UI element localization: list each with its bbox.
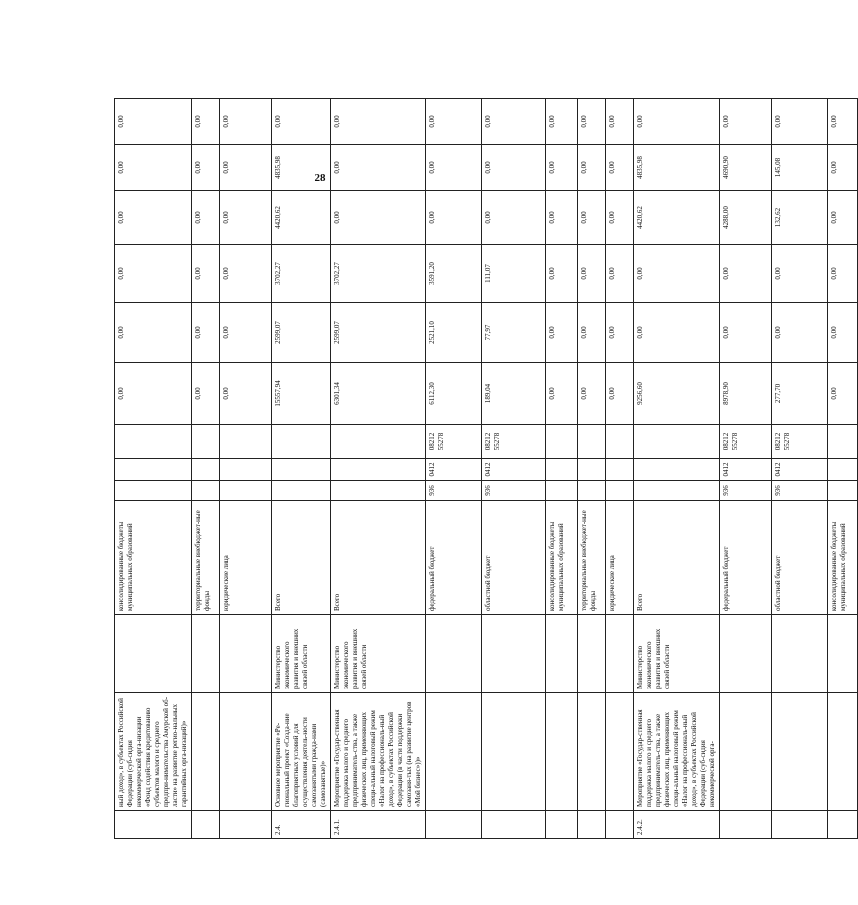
table-cell — [482, 693, 546, 811]
table-cell: 0,00 — [220, 99, 272, 145]
table-cell: 77,97 — [482, 303, 546, 363]
table-cell: Всего — [272, 501, 331, 615]
table-cell: 08212 55278 — [772, 425, 828, 459]
table-row — [546, 99, 578, 839]
table-cell: 0,00 — [720, 245, 772, 303]
table-cell: 0,00 — [220, 303, 272, 363]
table-cell: 0,00 — [192, 303, 220, 363]
table-cell — [720, 615, 772, 693]
table-cell: 0,00 — [331, 191, 426, 245]
table-cell: 0,00 — [634, 303, 720, 363]
table-cell — [828, 615, 858, 693]
table-cell: 0,00 — [426, 191, 482, 245]
table-cell — [720, 811, 772, 839]
table-cell: 08212 55278 — [482, 425, 546, 459]
table-row — [578, 99, 606, 839]
table-cell — [482, 811, 546, 839]
table-cell: 4835,98 — [634, 145, 720, 191]
table-cell: 0,00 — [772, 99, 828, 145]
table-cell: 2599,07 — [272, 303, 331, 363]
table-cell: 936 — [720, 481, 772, 501]
table-cell: 0,00 — [192, 245, 220, 303]
table-cell — [828, 459, 858, 481]
table-cell: 4420,62 — [634, 191, 720, 245]
table-cell: 8978,90 — [720, 363, 772, 425]
table-cell: 0,00 — [546, 363, 578, 425]
table-cell: Всего — [331, 501, 426, 615]
table-cell: Мероприятие «Государ-ственная поддержка малого и среднего предприниматель-ства, а также физических лиц, применяющих специ-альный налоговый режим «Налог на профессиональ-ный доход», в субъектах Российской Федерации (в части поддержки самозаня-тых (на развитие центров «Мой бизнес»))» — [331, 693, 426, 811]
table-cell: 0,00 — [272, 99, 331, 145]
table-cell: областной бюджет — [482, 501, 546, 615]
table-cell: 0,00 — [482, 145, 546, 191]
table-cell: 2.4.1. — [331, 811, 426, 839]
rotated-table-container — [114, 99, 847, 839]
table-cell — [192, 459, 220, 481]
table-cell — [192, 693, 220, 811]
table-cell: 0,00 — [115, 303, 192, 363]
table-cell: 936 — [482, 481, 546, 501]
table-cell: 0,00 — [634, 245, 720, 303]
table-cell — [634, 425, 720, 459]
page-number: 28 — [314, 172, 326, 184]
table-cell — [115, 459, 192, 481]
table-cell: 0,00 — [828, 245, 858, 303]
table-cell: Всего — [634, 501, 720, 615]
table-cell: 0,00 — [828, 191, 858, 245]
table-cell: 0,00 — [578, 245, 606, 303]
table-cell: консолидированные бюджеты муниципальных образований — [546, 501, 578, 615]
table-cell: территориальные внебюджет-ные фонды — [578, 501, 606, 615]
table-cell: ный доход», в субъектах Российской Федерации (суб-сидия некоммерческой орга-низации «Фонд содействия кредитованию субъектов малого и среднего предпри-нимательства Амурской об-ласти» на развитие регио-нальных гарантийных орга-низаций)» — [115, 693, 192, 811]
table-cell — [828, 811, 858, 839]
table-cell — [578, 425, 606, 459]
table-cell — [546, 481, 578, 501]
table-cell: 0,00 — [772, 303, 828, 363]
table-cell: 4420,62 — [272, 191, 331, 245]
table-cell: 0,00 — [546, 145, 578, 191]
table-cell: 15557,94 — [272, 363, 331, 425]
table-cell: 0,00 — [192, 145, 220, 191]
table-cell: 0,00 — [546, 191, 578, 245]
table-cell: 0,00 — [331, 99, 426, 145]
table-cell: 0,00 — [720, 303, 772, 363]
table-cell: областной бюджет — [772, 501, 828, 615]
table-cell: 4835,98 — [272, 145, 331, 191]
table-cell: 4288,00 — [720, 191, 772, 245]
table-cell — [606, 693, 634, 811]
table-cell — [578, 481, 606, 501]
table-cell — [331, 425, 426, 459]
table-cell — [482, 615, 546, 693]
table-cell: 0,00 — [220, 191, 272, 245]
table-cell: 936 — [772, 481, 828, 501]
table-row — [426, 99, 482, 839]
table-cell: 6301,34 — [331, 363, 426, 425]
table-cell: территориальные внебюджет-ные фонды — [192, 501, 220, 615]
table-row — [772, 99, 828, 839]
table-cell — [578, 811, 606, 839]
table-cell — [772, 615, 828, 693]
table-row — [720, 99, 772, 839]
table-cell — [606, 425, 634, 459]
table-row — [220, 99, 272, 839]
table-cell — [578, 615, 606, 693]
table-cell: 132,62 — [772, 191, 828, 245]
table-cell — [546, 693, 578, 811]
table-cell — [192, 615, 220, 693]
table-cell: 0,00 — [192, 191, 220, 245]
table-cell: 0,00 — [606, 245, 634, 303]
table-cell: 0,00 — [220, 245, 272, 303]
table-row — [828, 99, 858, 839]
table-cell — [220, 811, 272, 839]
table-cell: 0,00 — [606, 145, 634, 191]
table-cell — [634, 481, 720, 501]
table-cell: 0,00 — [578, 303, 606, 363]
table-cell: 0,00 — [720, 99, 772, 145]
table-cell — [606, 811, 634, 839]
table-cell: 145,08 — [772, 145, 828, 191]
table-row — [331, 99, 426, 839]
table-cell — [634, 459, 720, 481]
table-cell — [606, 459, 634, 481]
table-cell: 0412 — [426, 459, 482, 481]
table-cell — [426, 693, 482, 811]
table-cell — [272, 481, 331, 501]
table-cell: 0,00 — [546, 245, 578, 303]
table-row — [634, 99, 720, 839]
table-cell: 0,00 — [192, 99, 220, 145]
table-cell — [720, 693, 772, 811]
table-cell: 08212 55278 — [426, 425, 482, 459]
table-cell — [426, 615, 482, 693]
table-cell: 0,00 — [426, 99, 482, 145]
table-cell — [606, 481, 634, 501]
table-cell: Министерство экономического развития и внешних связей области — [634, 615, 720, 693]
table-cell: 2.4. — [272, 811, 331, 839]
table-cell: 0,00 — [426, 145, 482, 191]
table-cell — [772, 693, 828, 811]
table-cell: 2599,07 — [331, 303, 426, 363]
table-cell: 0,00 — [606, 363, 634, 425]
table-cell: 0,00 — [192, 363, 220, 425]
table-cell: 0,00 — [115, 145, 192, 191]
table-cell: Министерство экономического развития и внешних связей области — [331, 615, 426, 693]
table-cell: 0,00 — [578, 363, 606, 425]
table-cell — [426, 811, 482, 839]
budget-table — [114, 98, 858, 839]
table-cell — [331, 459, 426, 481]
table-cell: 111,07 — [482, 245, 546, 303]
table-cell — [220, 459, 272, 481]
table-cell: 936 — [426, 481, 482, 501]
table-cell: федеральный бюджет — [720, 501, 772, 615]
table-cell: юридические лица — [606, 501, 634, 615]
table-cell: 0,00 — [220, 145, 272, 191]
table-cell — [192, 481, 220, 501]
table-cell: 0412 — [720, 459, 772, 481]
table-cell: 6112,30 — [426, 363, 482, 425]
table-cell: консолидированные бюджеты муниципальных образований — [828, 501, 858, 615]
table-cell: 2.4.2. — [634, 811, 720, 839]
table-cell: 0,00 — [115, 245, 192, 303]
table-cell: федеральный бюджет — [426, 501, 482, 615]
table-cell: 0,00 — [606, 303, 634, 363]
table-cell: 3702,27 — [331, 245, 426, 303]
table-cell: 08212 55278 — [720, 425, 772, 459]
table-cell — [546, 425, 578, 459]
table-row — [192, 99, 220, 839]
table-cell: 0,00 — [482, 191, 546, 245]
table-cell — [272, 425, 331, 459]
table-cell: 0,00 — [578, 145, 606, 191]
table-cell: 0,00 — [115, 99, 192, 145]
table-cell: 0412 — [482, 459, 546, 481]
table-cell — [578, 459, 606, 481]
table-cell: 0,00 — [634, 99, 720, 145]
table-cell: 0,00 — [606, 191, 634, 245]
table-cell: 0,00 — [828, 363, 858, 425]
table-row — [272, 99, 331, 839]
table-cell: 0,00 — [772, 245, 828, 303]
table-cell — [772, 811, 828, 839]
table-cell — [220, 693, 272, 811]
table-cell: 0,00 — [482, 99, 546, 145]
table-cell — [546, 615, 578, 693]
table-cell: 189,04 — [482, 363, 546, 425]
table-row — [115, 99, 192, 839]
table-cell — [546, 459, 578, 481]
table-cell: 0,00 — [606, 99, 634, 145]
table-cell: 0,00 — [115, 191, 192, 245]
table-cell — [331, 481, 426, 501]
table-cell: 0,00 — [115, 363, 192, 425]
table-cell: 2521,10 — [426, 303, 482, 363]
table-cell: 3702,27 — [272, 245, 331, 303]
table-cell: 0,00 — [546, 303, 578, 363]
table-cell — [220, 481, 272, 501]
table-cell: 0,00 — [546, 99, 578, 145]
table-cell — [115, 481, 192, 501]
table-cell — [828, 693, 858, 811]
table-cell: 4690,90 — [720, 145, 772, 191]
table-cell: Основное мероприятие «Ре-гиональный проект «Созда-ние благоприятных условий для осуществления деятель-ности самозанятыми гражда-нами (самозанятые)» — [272, 693, 331, 811]
table-cell — [272, 459, 331, 481]
table-cell: Министерство экономического развития и внешних связей области — [272, 615, 331, 693]
table-cell: 0,00 — [828, 303, 858, 363]
table-cell: 0,00 — [828, 145, 858, 191]
table-cell — [192, 811, 220, 839]
table-cell — [115, 615, 192, 693]
table-cell: 9256,60 — [634, 363, 720, 425]
table-cell — [220, 615, 272, 693]
table-cell — [828, 425, 858, 459]
table-cell: юридические лица — [220, 501, 272, 615]
table-cell: 0,00 — [578, 99, 606, 145]
table-cell — [115, 425, 192, 459]
table-cell — [578, 693, 606, 811]
table-cell — [546, 811, 578, 839]
table-cell — [115, 811, 192, 839]
table-cell: консолидированные бюджеты муниципальных образований — [115, 501, 192, 615]
table-cell: 0,00 — [220, 363, 272, 425]
table-cell: 0,00 — [578, 191, 606, 245]
table-cell: Мероприятие «Государ-ственная поддержка малого и среднего предприниматель-ства, а также физических лиц, применяющих специ-альный налоговый режим «Налог на профессиональ-ный доход», в субъектах Российской Федерации (суб-сидия некоммерческой орга- — [634, 693, 720, 811]
table-cell — [220, 425, 272, 459]
table-cell: 0,00 — [331, 145, 426, 191]
table-row — [482, 99, 546, 839]
table-cell: 3591,20 — [426, 245, 482, 303]
table-cell: 277,70 — [772, 363, 828, 425]
table-row — [606, 99, 634, 839]
table-cell — [606, 615, 634, 693]
table-cell: 0412 — [772, 459, 828, 481]
table-cell: 0,00 — [828, 99, 858, 145]
table-cell — [828, 481, 858, 501]
table-cell — [192, 425, 220, 459]
